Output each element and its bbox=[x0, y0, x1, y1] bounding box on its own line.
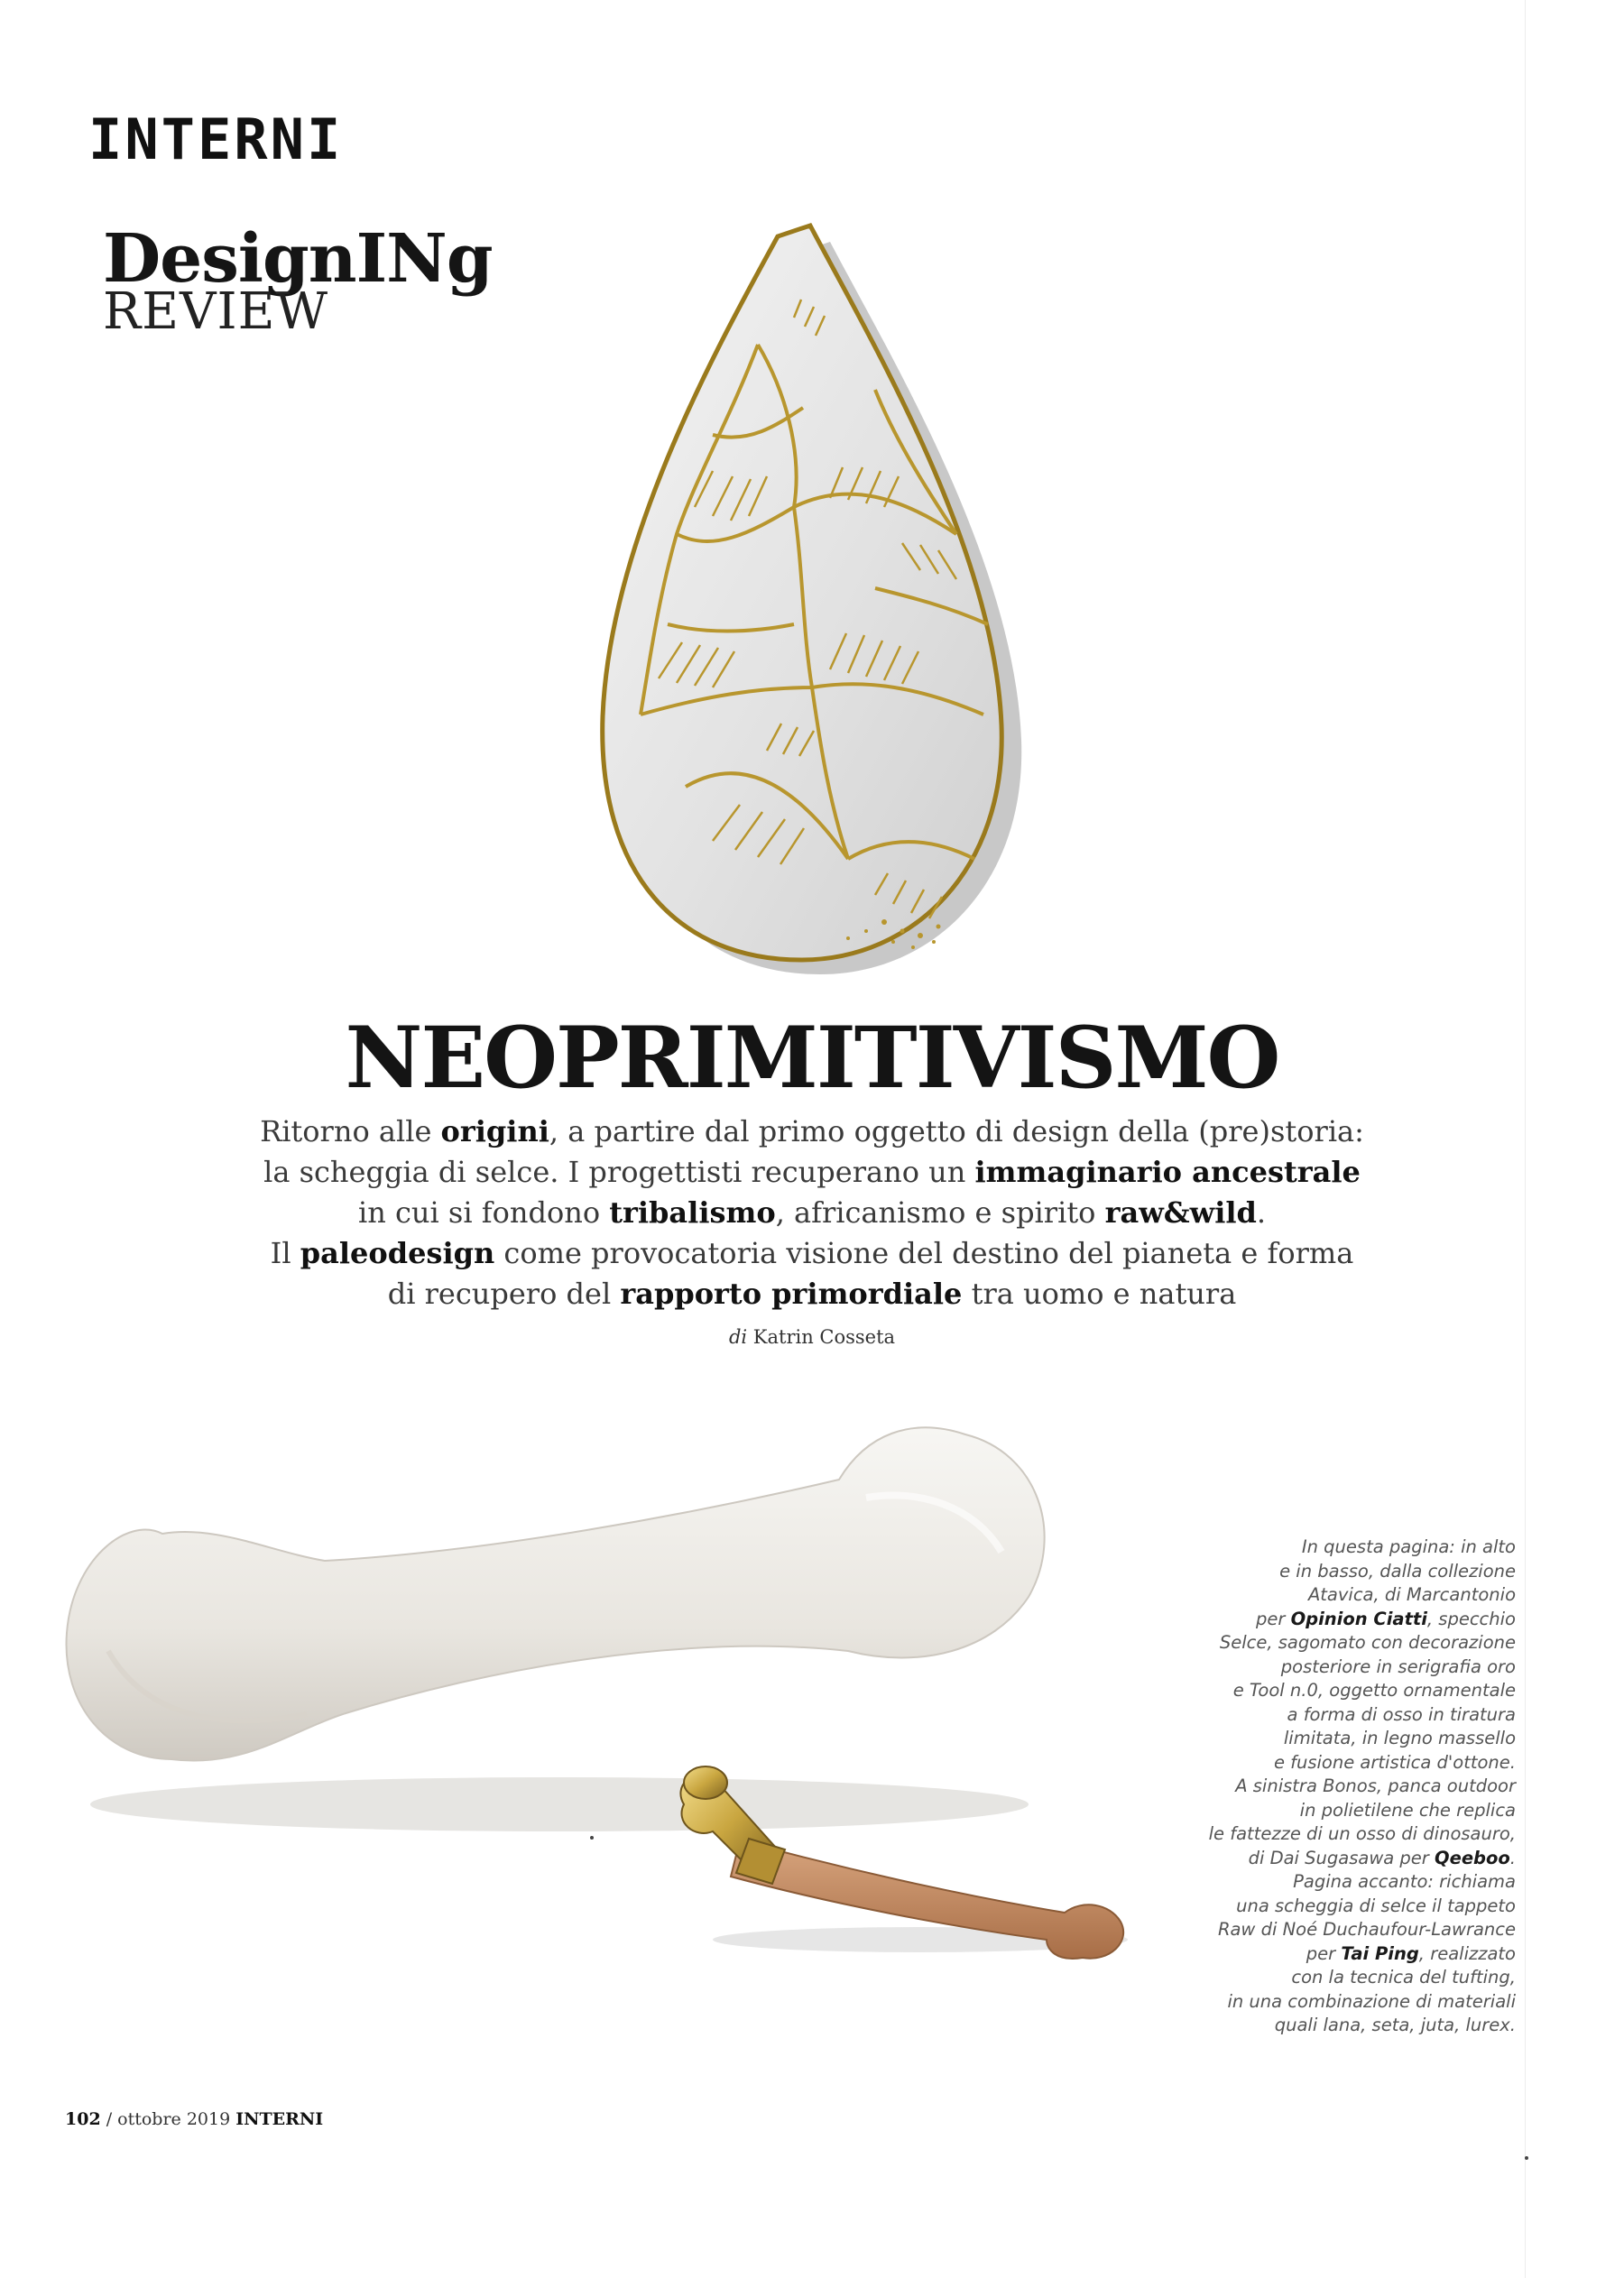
masthead: INTERNI bbox=[88, 106, 344, 172]
photo-caption bbox=[1110, 1536, 1516, 2038]
standfirst-line: la scheggia di selce. I progettisti recuperano un immaginario ancestrale bbox=[263, 1155, 1361, 1189]
standfirst-line: Il paleodesign come provocatoria visione del destino del pianeta e forma bbox=[270, 1236, 1354, 1270]
page-number: 102 bbox=[65, 2109, 101, 2129]
caption-line: posteriore in serigrafia oro bbox=[1280, 1655, 1516, 1677]
caption-line: limitata, in legno massello bbox=[1283, 1728, 1516, 1748]
standfirst bbox=[226, 1111, 1398, 1314]
selce-mirror-image bbox=[577, 209, 1029, 985]
page-edge bbox=[1525, 0, 1526, 2278]
caption-line: per Tai Ping, realizzato bbox=[1306, 1942, 1516, 1964]
scan-speck bbox=[590, 1836, 594, 1840]
page-folio bbox=[65, 2109, 323, 2129]
scan-speck bbox=[1525, 2156, 1528, 2160]
caption-line: in una combinazione di materiali bbox=[1227, 1990, 1516, 2012]
caption-line: con la tecnica del tufting, bbox=[1291, 1967, 1516, 1987]
byline-prefix: di bbox=[728, 1326, 748, 1348]
section-logo-line1: DesignINg bbox=[103, 220, 493, 298]
folio-separator: / bbox=[100, 2109, 118, 2129]
caption-line: Pagina accanto: richiama bbox=[1293, 1871, 1516, 1892]
selce-mirror-illustration bbox=[577, 209, 1029, 985]
byline bbox=[0, 1326, 1624, 1348]
caption-line: e in basso, dalla collezione bbox=[1279, 1560, 1516, 1582]
caption-line: Selce, sagomato con decorazione bbox=[1219, 1632, 1516, 1653]
wooden-bone-illustration bbox=[659, 1741, 1146, 1994]
caption-line: una scheggia di selce il tappeto bbox=[1236, 1895, 1516, 1916]
issue-date: ottobre 2019 bbox=[117, 2109, 231, 2129]
caption-line: Raw di Noé Duchaufour-Lawrance bbox=[1217, 1919, 1516, 1940]
byline-author: Katrin Cosseta bbox=[752, 1326, 896, 1348]
standfirst-line: di recupero del rapporto primordiale tra uomo e natura bbox=[387, 1277, 1237, 1311]
caption-line: Atavica, di Marcantonio bbox=[1307, 1584, 1516, 1605]
caption-line: di Dai Sugasawa per Qeeboo. bbox=[1248, 1847, 1516, 1868]
folio-magazine: INTERNI bbox=[235, 2109, 324, 2129]
caption-line: e fusione artistica d'ottone. bbox=[1273, 1751, 1516, 1773]
caption-line: per Opinion Ciatti, specchio bbox=[1255, 1608, 1516, 1629]
tool-n0-bone-image bbox=[659, 1741, 1146, 1994]
standfirst-line: Ritorno alle origini, a partire dal primo oggetto di design della (pre)storia: bbox=[260, 1114, 1364, 1148]
section-logo-line2: REVIEW bbox=[103, 282, 329, 341]
caption-line: In questa pagina: in alto bbox=[1301, 1536, 1516, 1557]
caption-line: in polietilene che replica bbox=[1299, 1799, 1516, 1821]
caption-line: e Tool n.0, oggetto ornamentale bbox=[1232, 1680, 1516, 1701]
caption-line: a forma di osso in tiratura bbox=[1287, 1703, 1516, 1725]
caption-line: quali lana, seta, juta, lurex. bbox=[1274, 2015, 1516, 2035]
caption-line: le fattezze di un osso di dinosauro, bbox=[1208, 1823, 1516, 1844]
standfirst-line: in cui si fondono tribalismo, africanismo e spirito raw&wild. bbox=[357, 1195, 1267, 1230]
headline: NEOPRIMITIVISMO bbox=[345, 1009, 1279, 1108]
caption-line: A sinistra Bonos, panca outdoor bbox=[1235, 1775, 1516, 1796]
section-logo bbox=[103, 220, 493, 341]
